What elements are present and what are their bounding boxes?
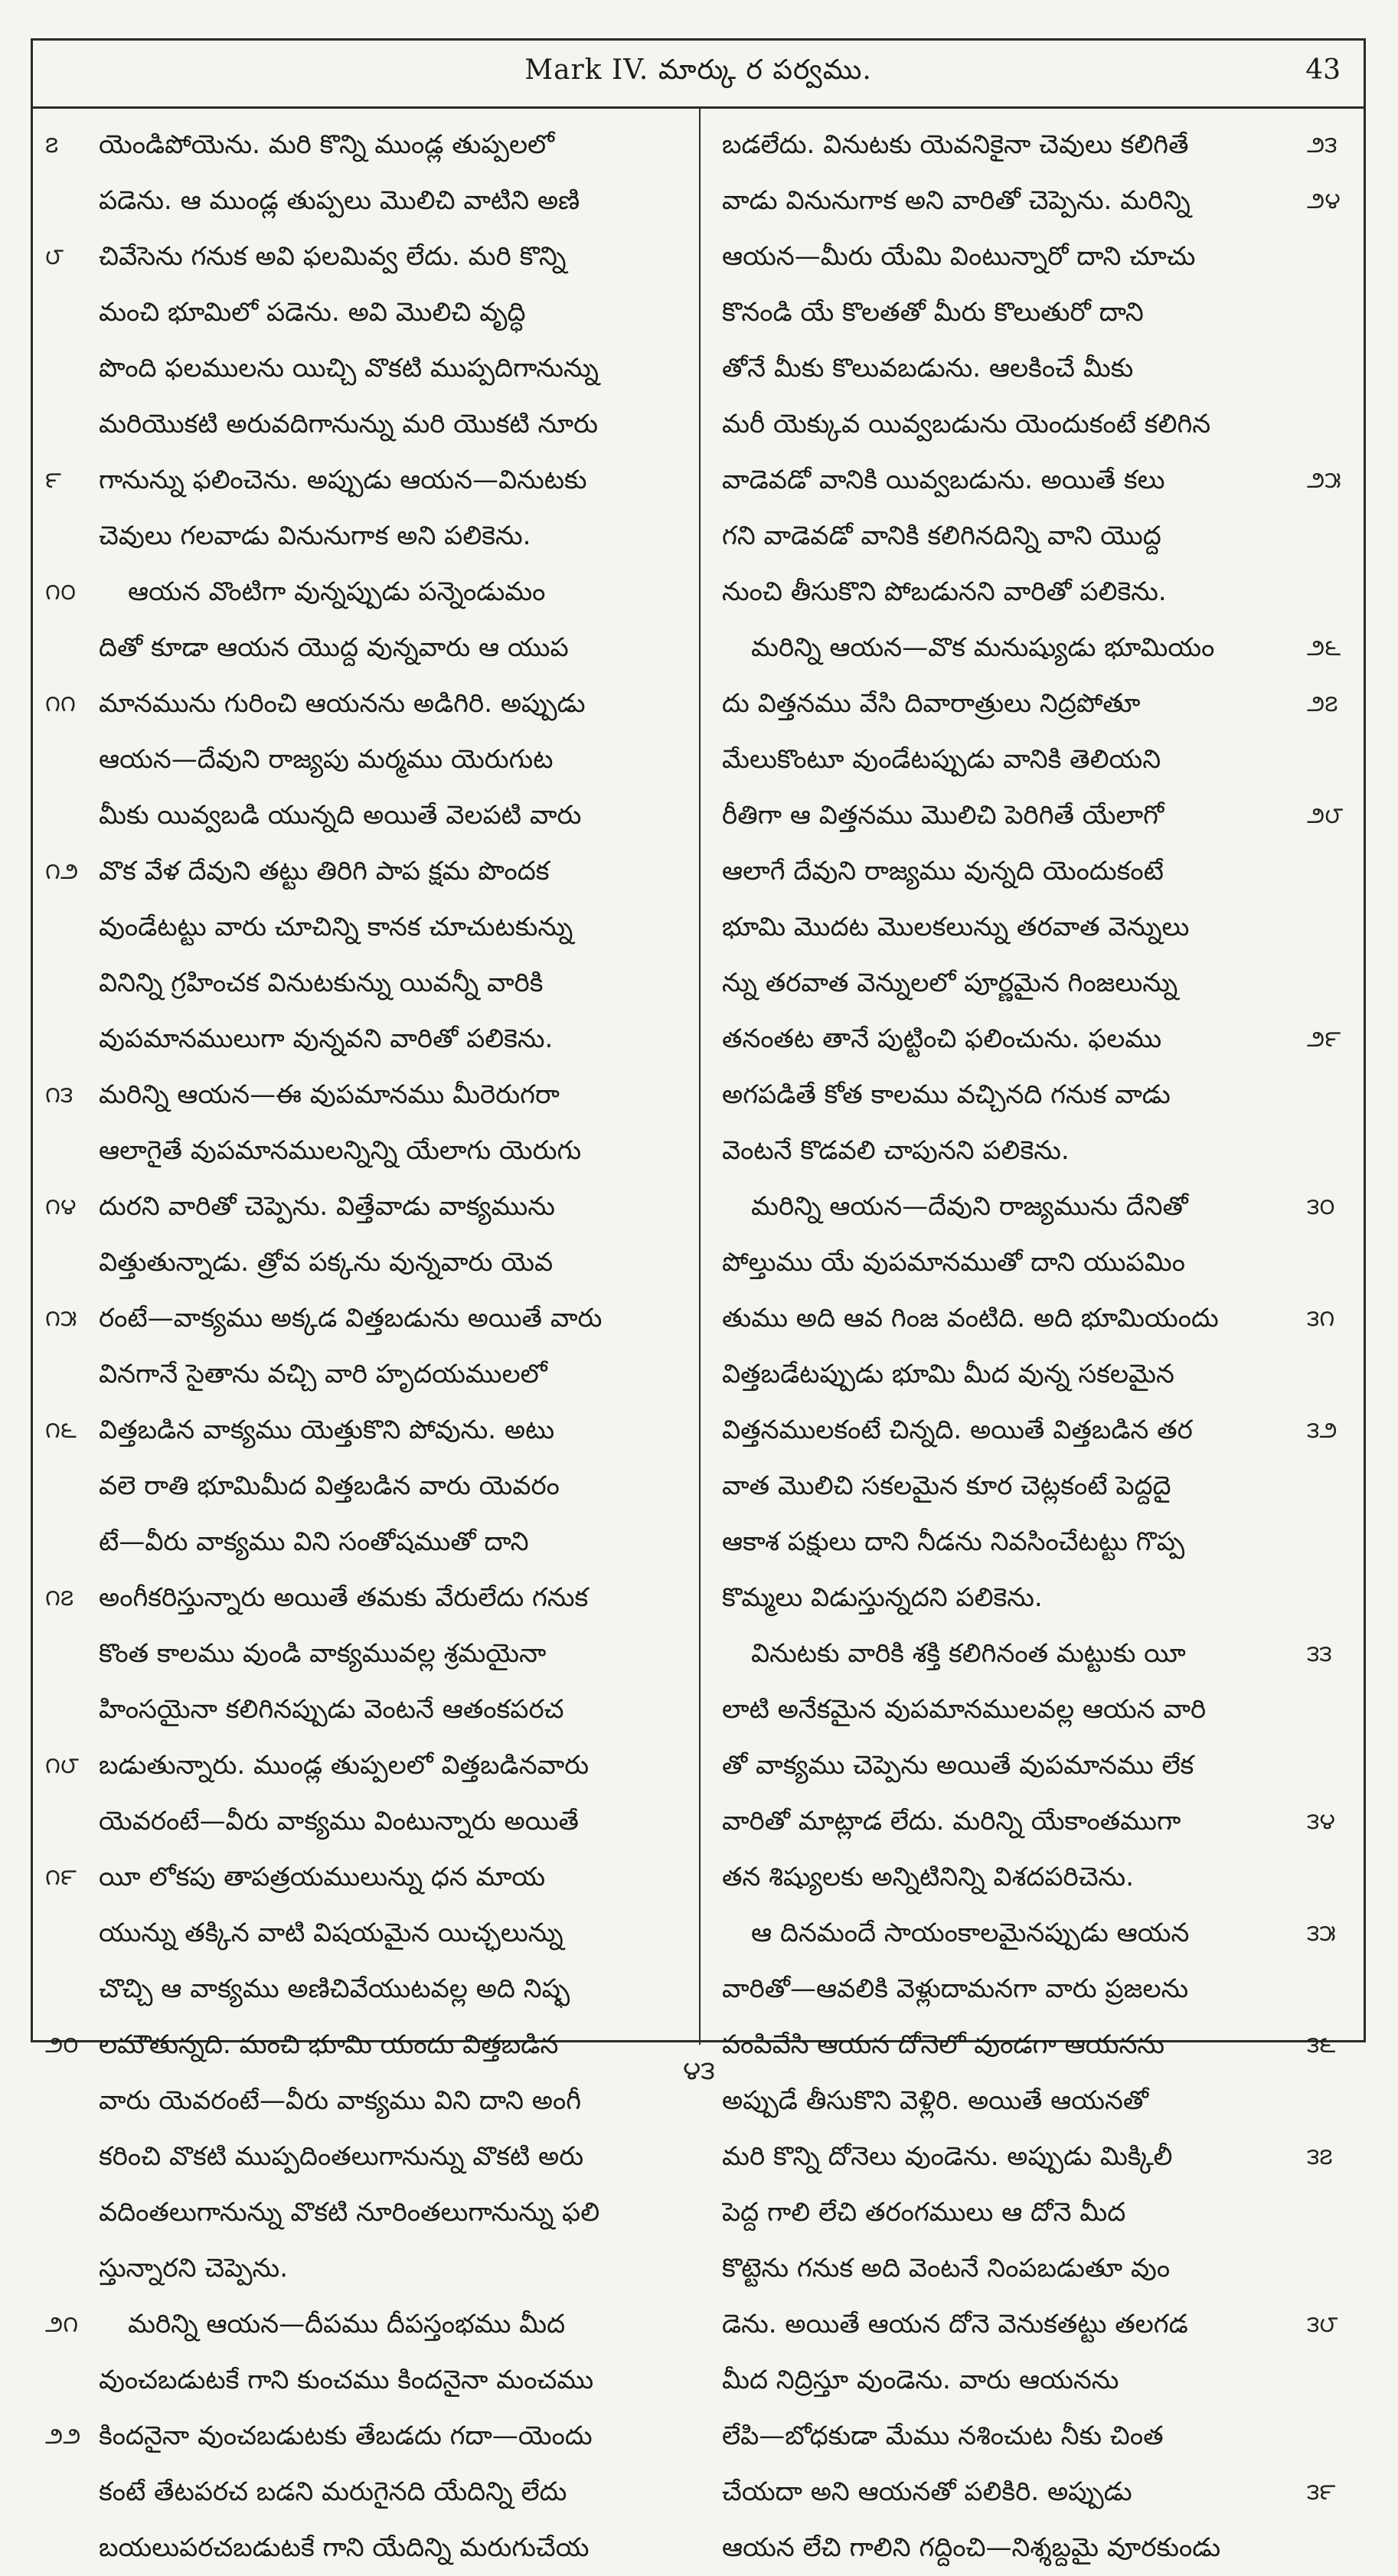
text-line xyxy=(707,2352,1357,2408)
header-page-number: 43 xyxy=(1305,54,1341,86)
verse-number: ౨౧ xyxy=(45,2311,79,2338)
text-line xyxy=(38,397,688,452)
page-title: Mark IV. మార్కు ర పర్వము. xyxy=(524,54,872,86)
line-text: వొక వేళ దేవుని తట్టు తిరిగి పాప క్షమ పొందక xyxy=(99,856,550,886)
line-text: తోనే మీకు కొలువబడును. ఆలకించే మీకు xyxy=(722,353,1134,384)
verse-number: ౯ xyxy=(45,467,61,494)
running-header xyxy=(33,41,1364,109)
line-text: మేలుకొంటూ వుండేటప్పుడు వానికి తెలియని xyxy=(722,744,1161,775)
text-line xyxy=(707,2297,1357,2352)
text-line xyxy=(38,1794,688,1850)
line-text: కిందనైనా వుంచబడుటకు తేబడదు గదా—యెందు xyxy=(99,2421,593,2451)
line-text: ఆ దినమందే సాయంకాలమైనప్పుడు ఆయన xyxy=(751,1918,1190,1948)
text-line xyxy=(707,564,1357,620)
line-text: బడుతున్నారు. ముండ్ల తుప్పలలో విత్తబడినవారు xyxy=(99,1750,590,1781)
text-line xyxy=(38,1179,688,1235)
line-text: ఆలాగైతే వుపమానములన్నిన్ని యేలాగు యెరుగు xyxy=(99,1135,582,1166)
verse-number: ౧౧ xyxy=(45,691,76,717)
verse-number: ౩౩ xyxy=(1307,1641,1332,1667)
line-text: గని వాడెవడో వానికి కలిగినదిన్ని వాని యొద్ద xyxy=(722,521,1161,551)
verse-number: ౩౭ xyxy=(1307,2143,1333,2170)
line-text: రీతిగా ఆ విత్తనము మొలిచి పెరిగితే యేలాగో xyxy=(722,800,1164,831)
text-line xyxy=(707,899,1357,955)
text-line xyxy=(38,788,688,844)
text-line xyxy=(707,1738,1357,1794)
verse-number: ౧౩ xyxy=(45,1082,73,1108)
line-text: వారు యెవరంటే—వీరు వాక్యము విని దాని అంగీ xyxy=(99,2085,582,2116)
line-text: తనంతట తానే పుట్టించి ఫలించును. ఫలము xyxy=(722,1024,1162,1054)
verse-number: ౨౩ xyxy=(1307,132,1338,158)
line-text: వాత మొలిచి సకలమైన కూర చెట్లకంటే పెద్దదై xyxy=(722,1471,1171,1501)
line-text: ఆయన వొంటిగా వున్నప్పుడు పన్నెండుమం xyxy=(128,576,546,607)
text-line xyxy=(707,1905,1357,1961)
line-text: తన శిష్యులకు అన్నిటినిన్ని విశదపరిచెను. xyxy=(722,1862,1134,1892)
text-line xyxy=(38,676,688,732)
line-text: దురని వారితో చెప్పెను. విత్తేవాడు వాక్యమును xyxy=(99,1191,555,1222)
text-line xyxy=(707,1458,1357,1514)
text-line xyxy=(38,229,688,285)
text-line xyxy=(38,1850,688,1905)
line-text: పోల్తుము యే వుపమానముతో దాని యుపమిం xyxy=(722,1247,1185,1278)
line-text: కంటే తేటపరచ బడని మరుగైనది యేదిన్ని లేదు xyxy=(99,2476,567,2507)
text-line xyxy=(707,397,1357,452)
line-text: ఆయన—మీరు యేమి వింటున్నారో దాని చూచు xyxy=(722,241,1196,272)
text-line xyxy=(707,1514,1357,1570)
line-text: చెవులు గలవాడు వినునుగాక అని పలికెను. xyxy=(99,521,531,551)
text-line xyxy=(707,229,1357,285)
verse-number: ౨౬ xyxy=(1307,635,1341,661)
text-line xyxy=(707,2129,1357,2185)
line-text: వినిన్ని గ్రహించక వినుటకున్ను యివన్నీ వారికి xyxy=(99,968,544,998)
line-text: అగపడితే కోత కాలము వచ్చినది గనుక వాడు xyxy=(722,1079,1171,1110)
line-text: పొంది ఫలములను యిచ్చి వొకటి ముప్పదిగానున్ను xyxy=(99,353,599,384)
line-text: స్తున్నారని చెప్పెను. xyxy=(99,2253,289,2284)
verse-number: ౧౨ xyxy=(45,858,79,885)
line-text: వదింతలుగానున్ను వొకటి నూరింతలుగానున్ను ఫలి xyxy=(99,2197,600,2228)
line-text: అప్పుడే తీసుకొని వెళ్లిరి. అయితే ఆయనతో xyxy=(722,2085,1149,2116)
line-text: లమౌతున్నది. మంచి భూమి యందు విత్తబడిన xyxy=(99,2029,559,2060)
line-text: కొమ్మలు విడుస్తున్నదని పలికెను. xyxy=(722,1582,1043,1613)
line-text: లేపి—బోధకుడా మేము నశించుట నీకు చింత xyxy=(722,2421,1164,2451)
line-text: వాడు వినునుగాక అని వారితో చెప్పెను. మరిన్ని xyxy=(722,185,1191,216)
line-text: పంపివేసి ఆయన దోనెలో వుండగా ఆయనను xyxy=(722,2029,1165,2060)
line-text: వినగానే సైతాను వచ్చి వారి హృదయములలో xyxy=(99,1359,547,1389)
verse-number: ౩౮ xyxy=(1307,2311,1338,2338)
verse-number: ౨౦ xyxy=(45,2032,79,2059)
text-line xyxy=(707,2185,1357,2241)
verse-number: ౨౯ xyxy=(1307,1026,1341,1053)
text-line xyxy=(38,2520,688,2576)
line-text: మంచి భూమిలో పడెను. అవి మొలిచి వృద్ధి xyxy=(99,297,526,328)
line-text: మరిన్ని ఆయన—ఈ వుపమానము మీరెరుగరా xyxy=(99,1079,560,1110)
line-text: మరియొకటి అరువదిగానున్ను మరి యొకటి నూరు xyxy=(99,409,599,439)
text-line xyxy=(707,955,1357,1011)
text-line xyxy=(38,732,688,788)
line-text: చొచ్చి ఆ వాక్యము అణిచివేయుటవల్ల అది నిష్ఫ xyxy=(99,1974,570,2004)
column-divider xyxy=(699,106,701,2045)
verse-number: ౧౪ xyxy=(45,1193,77,1220)
left-column xyxy=(38,117,688,2563)
line-text: తో వాక్యము చెప్పెను అయితే వుపమానము లేక xyxy=(722,1750,1194,1781)
text-line xyxy=(707,1794,1357,1850)
verse-number: ౧౬ xyxy=(45,1417,77,1444)
text-line xyxy=(707,2464,1357,2520)
verse-number: ౧౯ xyxy=(45,1864,77,1891)
line-text: వుపమానములుగా వున్నవని వారితో పలికెను. xyxy=(99,1024,554,1054)
text-line xyxy=(38,1961,688,2017)
verse-number: ౧౮ xyxy=(45,1752,80,1779)
line-text: వినుటకు వారికి శక్తి కలిగినంత మట్టుకు యీ xyxy=(751,1638,1186,1669)
text-line xyxy=(707,341,1357,397)
text-line xyxy=(707,2408,1357,2464)
line-text: పెద్ద గాలి లేచి తరంగములు ఆ దోనె మీద xyxy=(722,2197,1126,2228)
line-text: చేయదా అని ఆయనతో పలికిరి. అప్పుడు xyxy=(722,2476,1132,2507)
text-line xyxy=(38,2129,688,2185)
text-line xyxy=(38,2297,688,2352)
verse-number: ౩౬ xyxy=(1307,2032,1336,2059)
line-text: మానమును గురించి ఆయనను అడిగిరి. అప్పుడు xyxy=(99,688,586,719)
text-line xyxy=(707,285,1357,341)
text-line xyxy=(707,788,1357,844)
text-line xyxy=(38,844,688,899)
line-text: కొనండి యే కొలతతో మీరు కొలుతురో దాని xyxy=(722,297,1144,328)
line-text: హింసయైనా కలిగినప్పుడు వెంటనే ఆతంకపరచ xyxy=(99,1694,564,1725)
verse-number: ౨౨ xyxy=(45,2423,81,2450)
verse-number: ౧౭ xyxy=(45,1585,74,1611)
text-line xyxy=(707,2520,1357,2576)
line-text: విత్తుతున్నాడు. త్రోవ పక్కను వున్నవారు యెవ xyxy=(99,1247,554,1278)
text-line xyxy=(707,1850,1357,1905)
line-text: కొట్టెను గనుక అది వెంటనే నింపబడుతూ వుం xyxy=(722,2253,1171,2284)
line-text: ఆయన—దేవుని రాజ్యపు మర్మము యెరుగుట xyxy=(99,744,554,775)
verse-number: ౩౨ xyxy=(1307,1417,1338,1444)
line-text: గానున్ను ఫలించెను. అప్పుడు ఆయన—వినుటకు xyxy=(99,465,587,495)
line-text: యీ లోకపు తాపత్రయములున్ను ధన మాయ xyxy=(99,1862,546,1892)
line-text: విత్తబడిన వాక్యము యెత్తుకొని పోవును. అటు xyxy=(99,1415,555,1445)
text-line xyxy=(707,452,1357,508)
line-text: డెను. అయితే ఆయన దోనె వెనుకతట్టు తలగడ xyxy=(722,2309,1188,2339)
text-line xyxy=(38,1011,688,1067)
line-text: చివేసెను గనుక అవి ఫలమివ్వ లేదు. మరి కొన్ని xyxy=(99,241,567,272)
text-line xyxy=(707,1626,1357,1682)
line-text: బయలుపరచబడుటకే గాని యేదిన్ని మరుగుచేయ xyxy=(99,2532,590,2563)
line-text: దితో కూడా ఆయన యొద్ద వున్నవారు ఆ యుప xyxy=(99,632,569,663)
text-line xyxy=(38,2464,688,2520)
text-line xyxy=(38,955,688,1011)
verse-number: ౩౫ xyxy=(1307,1920,1336,1947)
line-text: వెంటనే కొడవలి చాపునని పలికెను. xyxy=(722,1135,1070,1166)
text-line xyxy=(707,676,1357,732)
line-text: ఆలాగే దేవుని రాజ్యము వున్నది యెందుకంటే xyxy=(722,856,1164,886)
line-text: మీద నిద్రిస్తూ వుండెను. వారు ఆయనను xyxy=(722,2365,1119,2395)
text-line xyxy=(38,2241,688,2297)
text-line xyxy=(38,1067,688,1123)
line-text: విత్తనములకంటే చిన్నది. అయితే విత్తబడిన తర xyxy=(722,1415,1193,1445)
line-text: బడలేదు. వినుటకు యెవనికైనా చెవులు కలిగితే xyxy=(722,129,1189,160)
line-text: కరించి వొకటి ముప్పదింతలుగానున్ను వొకటి అరు xyxy=(99,2141,584,2172)
line-text: మరి కొన్ని దోనెలు వుండెను. అప్పుడు మిక్కిలీ xyxy=(722,2141,1173,2172)
text-line xyxy=(707,2241,1357,2297)
text-line xyxy=(38,1402,688,1458)
line-text: రంటే—వాక్యము అక్కడ విత్తబడును అయితే వారు xyxy=(99,1303,603,1334)
text-line xyxy=(38,564,688,620)
line-text: అంగీకరిస్తున్నారు అయితే తమకు వేరులేదు గనుక xyxy=(99,1582,589,1613)
line-text: వారితో—ఆవలికి వెళ్లుదామనగా వారు ప్రజలను xyxy=(722,1974,1189,2004)
line-text: ఆకాశ పక్షులు దాని నీడను నివసించేటట్టు గొప్ప xyxy=(722,1526,1185,1557)
text-line xyxy=(38,341,688,397)
line-text: భూమి మొదట మొలకలున్ను తరవాత వెన్నులు xyxy=(722,912,1190,942)
verse-number: ౨౭ xyxy=(1307,691,1338,717)
verse-number: ౧౦ xyxy=(45,579,77,606)
line-text: మరీ యెక్కువ యివ్వబడును యెందుకంటే కలిగిన xyxy=(722,409,1211,439)
verse-number: ౩౪ xyxy=(1307,1808,1335,1835)
line-text: వుండేటట్టు వారు చూచిన్ని కానక చూచుటకున్ను xyxy=(99,912,573,942)
text-line xyxy=(707,732,1357,788)
line-text: యెవరంటే—వీరు వాక్యము వింటున్నారు అయితే xyxy=(99,1806,579,1837)
text-line xyxy=(38,620,688,676)
text-line xyxy=(707,844,1357,899)
verse-number: ౨౫ xyxy=(1307,467,1341,494)
text-line xyxy=(38,1291,688,1347)
text-line xyxy=(38,452,688,508)
text-line xyxy=(38,1123,688,1179)
line-text: మరిన్ని ఆయన—వొక మనుష్యుడు భూమియం xyxy=(751,632,1215,663)
text-line xyxy=(38,2408,688,2464)
text-line xyxy=(707,1291,1357,1347)
text-line xyxy=(38,173,688,229)
verse-number: ౮ xyxy=(45,243,64,270)
text-line xyxy=(38,1682,688,1738)
text-line xyxy=(707,173,1357,229)
text-line xyxy=(707,1570,1357,1626)
text-line xyxy=(707,1123,1357,1179)
text-line xyxy=(38,1458,688,1514)
text-line xyxy=(38,899,688,955)
line-text: వాడెవడో వానికి యివ్వబడును. అయితే కలు xyxy=(722,465,1165,495)
text-line xyxy=(38,1235,688,1291)
text-line xyxy=(707,1682,1357,1738)
text-line xyxy=(707,508,1357,564)
text-line xyxy=(38,1347,688,1402)
text-line xyxy=(38,1570,688,1626)
text-line xyxy=(707,1011,1357,1067)
text-line xyxy=(707,1402,1357,1458)
text-line xyxy=(707,1961,1357,2017)
line-text: మీకు యివ్వబడి యున్నది అయితే వెలపటి వారు xyxy=(99,800,582,831)
line-text: వారితో మాట్లాడ లేదు. మరిన్ని యేకాంతముగా xyxy=(722,1806,1181,1837)
line-text: విత్తబడేటప్పుడు భూమి మీద వున్న సకలమైన xyxy=(722,1359,1174,1389)
text-line xyxy=(707,117,1357,173)
line-text: యున్ను తక్కిన వాటి విషయమైన యిచ్ఛలున్ను xyxy=(99,1918,563,1948)
footer-page-number: ౪౩ xyxy=(683,2055,715,2086)
text-line xyxy=(38,285,688,341)
text-line xyxy=(38,1626,688,1682)
line-text: తుము అది ఆవ గింజ వంటిది. అది భూమియందు xyxy=(722,1303,1219,1334)
line-text: కొంత కాలము వుండి వాక్యమువల్ల శ్రమయైనా xyxy=(99,1638,547,1669)
verse-number: ౭ xyxy=(45,132,59,158)
line-text: యెండిపోయెను. మరి కొన్ని ముండ్ల తుప్పలలో xyxy=(99,129,555,160)
line-text: దు విత్తనము వేసి దివారాత్రులు నిద్రపోతూ xyxy=(722,688,1141,719)
verse-number: ౨౪ xyxy=(1307,188,1341,214)
text-line xyxy=(707,1347,1357,1402)
verse-number: ౩౯ xyxy=(1307,2479,1336,2506)
line-text: లాటి అనేకమైన వుపమానములవల్ల ఆయన వారి xyxy=(722,1694,1207,1725)
line-text: మరిన్ని ఆయన—దేవుని రాజ్యమును దేనితో xyxy=(751,1191,1188,1222)
verse-number: ౩౧ xyxy=(1307,1305,1335,1332)
text-line xyxy=(707,1067,1357,1123)
line-text: ఆయన లేచి గాలిని గద్దించి—నిశ్శబ్దమై వూరకుండు xyxy=(722,2532,1221,2563)
line-text: వలె రాతి భూమిమీద విత్తబడిన వారు యెవరం xyxy=(99,1471,560,1501)
text-line xyxy=(38,117,688,173)
verse-number: ౧౫ xyxy=(45,1305,77,1332)
verse-number: ౩౦ xyxy=(1307,1193,1335,1220)
text-line xyxy=(38,2352,688,2408)
text-line xyxy=(38,2185,688,2241)
text-line xyxy=(707,620,1357,676)
line-text: నుంచి తీసుకొని పోబడునని వారితో పలికెను. xyxy=(722,576,1167,607)
line-text: వుంచబడుటకే గాని కుంచము కిందనైనా మంచము xyxy=(99,2365,594,2395)
text-line xyxy=(38,508,688,564)
line-text: న్ను తరవాత వెన్నులలో పూర్ణమైన గింజలున్ను xyxy=(722,968,1178,998)
text-line xyxy=(38,1905,688,1961)
line-text: పడెను. ఆ ముండ్ల తుప్పలు మొలిచి వాటిని అణి xyxy=(99,185,580,216)
verse-number: ౨౮ xyxy=(1307,802,1344,829)
right-column xyxy=(707,117,1357,2563)
text-line xyxy=(707,1179,1357,1235)
text-line xyxy=(707,1235,1357,1291)
line-text: మరిన్ని ఆయన—దీపము దీపస్తంభము మీద xyxy=(128,2309,566,2339)
line-text: టే—వీరు వాక్యము విని సంతోషముతో దాని xyxy=(99,1526,529,1557)
text-line xyxy=(38,1514,688,1570)
text-line xyxy=(38,1738,688,1794)
